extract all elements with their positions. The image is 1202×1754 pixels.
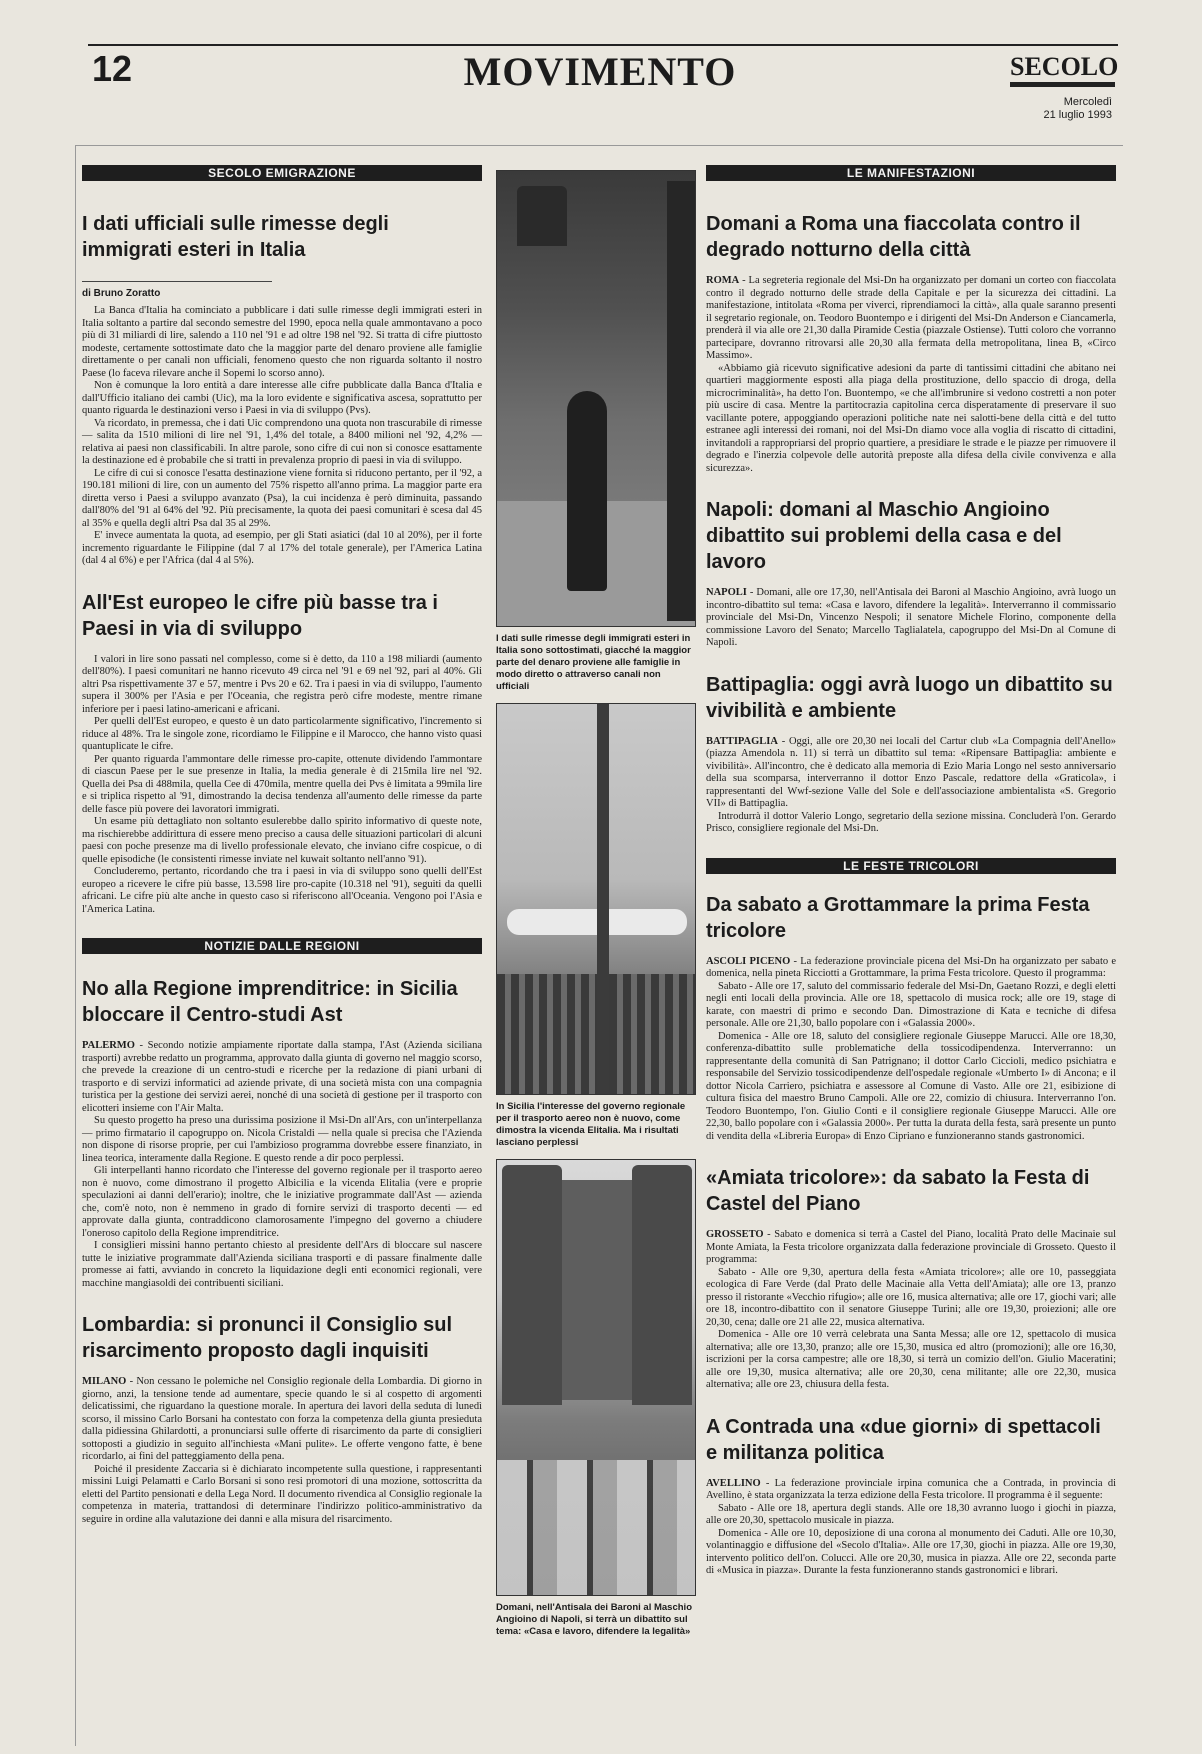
left-column [82, 165, 482, 1548]
paragraph: Un esame più dettagliato non soltanto esulerebbe dallo spirito informativo di queste note, ma rischierebbe addirittura di essere meno preciso a causa delle situazioni particolari di alcuni paesi con poche presenze ma di livello professionale elevato, che inviano cifre cospicue, o di quelle episodiche (le consistenti rimesse inviate nel kuwait soltanto nell'anno '91). [82, 816, 482, 865]
issue-day: Mercoledì [1063, 96, 1112, 108]
photo-detail [567, 391, 607, 591]
paragraph: Le cifre di cui si conosce l'esatta destinazione viene fornita si riducono pertanto, per il '92, a 190.181 milioni di lire, con un aumento del 75% rispetto all'anno prima. La maggior parte era diretta verso i Paesi a sviluppo avanzato (Psa), la cui incidenza è però diminuita, passando dall'80% del '91 al 64% del '92. Più precisamente, la quota dei paesi comunitari è scesa dal 45 al 35% e quella degli altri Psa dal 35 al 29%. [82, 467, 482, 529]
article-body [82, 1040, 482, 1290]
paragraph: Gli interpellanti hanno ricordato che l'interesse del governo regionale per il trasporto aereo non è nuovo, come dimostrano il progetto Albicilia e la vicenda Elitalia (vere e proprie speculazioni ai danni dell'erario); inoltre, che le iniziative programmate dall'Ast — azienda che, com'è noto, non è nemmeno in grado di fornire servizi di trasporto decenti — ed approvate dalla giunta, contraddicono clamorosamente l'impegno del governo a chiudere l'oneroso capitolo della Regione imprenditrice. [82, 1165, 482, 1239]
article-headline: Napoli: domani al Maschio Angioino dibattito sui problemi della casa e del lavoro [706, 499, 1062, 573]
paragraph: Poiché il presidente Zaccaria si è dichiarato incompetente sulla questione, i rappresentanti missini Luigi Pelamatti e Carlo Borsani si sono resi promotori di una mozione, sottoscritta da eletti del Partito pensionati e della Lega Nord. Il documento rivendica al Consiglio regionale la competenza in materia, trattandosi di determinare l'indirizzo politico-amministrativo da seguire in ordine alla valutazione dei danni e alla misura del risarcimento. [82, 1463, 482, 1525]
photo-caption: Domani, nell'Antisala dei Baroni al Maschio Angioino di Napoli, si terrà un dibattito sul tema: «Casa e lavoro, difendere la legalità» [496, 1602, 692, 1637]
dateline: NAPOLI [706, 587, 747, 598]
paragraph: Domenica - Alle ore 18, saluto del consigliere regionale Giuseppe Marucci. Alle ore 18,30, conferenza-dibattito sulle problematiche della tossicodipendenza. Interverranno: un rappresentante della comunità di San Patrignano; il dottor Carlo Ciccioli, medico psichiatra e responsabile del Servizio tossicodipendenze dell'ospedale regionale «Umberto I» di Ancona; e il dottor Nicola Carriero, psichiatra e assessore al Comune di Vasto. Alle ore 21, esibizione di cultura fisica del maestro Bruno Campoli. Alle ore 22, comizio di chiusura. Interverranno l'on. Teodoro Buontempo, l'on. Giulio Conti e il consigliere regionale Giuseppe Marucci. Alle ore 22,30, ballo popolare con i «Galassia 2000». Per tutta la durata della festa, sarà presente un punto di vendita della «Libreria Europa» di Enzo Cipriano e funzioneranno stands gastronomici. [706, 1030, 1116, 1142]
article-headline: Lombardia: si pronunci il Consiglio sul risarcimento proposto dagli inquisiti [82, 1314, 453, 1362]
article-byline: di Bruno Zoratto [82, 281, 272, 299]
section-bar-regioni: NOTIZIE DALLE REGIONI [82, 938, 482, 954]
issue-date [1000, 96, 1112, 122]
photo-maschio-angioino [496, 1159, 696, 1596]
photo-detail [632, 1165, 692, 1405]
article-headline: «Amiata tricolore»: da sabato la Festa di Castel del Piano [706, 1167, 1090, 1215]
article-headline: Battipaglia: oggi avrà luogo un dibattito su vivibilità e ambiente [706, 673, 1113, 722]
paragraph: Domenica - Alle ore 10 verrà celebrata una Santa Messa; alle ore 12, spettacolo di musica alternativa; alle ore 13,30, pranzo; alle ore 15,30, musica ed altro (promozioni); alle ore 16,30, iscrizioni per la corsa campestre; alle ore 18,30, si terrà un comizio dell'on. Giulio Maceratini; alle ore 19,30, musica alternativa; alle ore 20,30, cena militante; alle ore 22,30, musica alternativa; alle ore 23, chiusura della festa. [706, 1329, 1116, 1390]
paragraph: Su questo progetto ha preso una durissima posizione il Msi-Dn all'Ars, con un'interpellanza — primo firmatario il capogruppo on. Nicola Cristaldi — nella quale si precisa che l'Azienda non dispone di risorse proprie, per cui l'ambizioso programma dovrebbe essere finanziato, in linea teorica, interamente dalla Regione. E questo rende a dir poco perplessi. [82, 1115, 482, 1164]
paragraph: Sabato - Alle ore 9,30, apertura della festa «Amiata tricolore»; alle ore 10, passeggiata ecologica di Fare Verde (dal Prato delle Macinaie alla Vetta dell'Amiata); alle ore 13, pranzo presso il ristorante «Vecchio rifugio»; alle ore 16, musica alternativa; alle ore 17, giochi vari; alle ore 18, incontro-dibattito con il senatore Giuseppe Turini; alle ore 19,30, proiezioni; alle ore 20,30, cena; dalle ore 21 alle 22, musica alternativa. [706, 1266, 1116, 1328]
paragraph: I valori in lire sono passati nel complesso, come si è detto, da 110 a 198 miliardi (aumento dell'80%). I paesi comunitari ne hanno ricevuto 49 circa nel '91 e 69 nel '92, pari al 40%. Gli altri Psa rispettivamente 37 e 57, mentre i Pvs 20 e 62. Tra i paesi in via di sviluppo, l'aumento supera il 300% per l'Asia e per l'Oceania, che registra però cifre modeste, mentre rimane inferiore per i paesi latino-americani e africani. [82, 653, 482, 715]
paragraph-text: - La segreteria regionale del Msi-Dn ha organizzato per domani un corteo con fiaccolata contro il degrado notturno delle strade della Capitale e per la sicurezza dei cittadini. La manifestazione, intitolata «Roma per viverci, riprendiamoci la città», alla quale saranno presenti il segretario regionale, on. Teodoro Buontempo e i dirigenti del Msi-Dn Anderson e Ciancamerla, prenderà il via alle ore 21,30 dalla Piramide Cestia (piazzale Ostiense). Tutti coloro che vorranno partecipare, dovranno ritrovarsi alle 20,30 alla fermata della metropolitana, linea B, «Circo Massimo». [706, 275, 1116, 361]
paragraph: Per quanto riguarda l'ammontare delle rimesse pro-capite, ottenute dividendo l'ammontare di ciascun Paese per le sue presenze in Italia, la media generale è di 215mila lire nel '92. Quella dei Psa di 488mila, quella Cee di 470mila, mentre quella dei Pvs è limitata a 99mila lire e si triplica rispetto al '91, dimostrando la decisa tendenza all'aumento delle rimesse da parte delle fasce più povere dei lavoratori immigrati. [82, 753, 482, 815]
paragraph: Introdurrà il dottor Valerio Longo, segretario della sezione missina. Concluderà l'on. Gerardo Prisco, consigliere regionale del Msi-Dn. [706, 810, 1116, 834]
paragraph: E' invece aumentata la quota, ad esempio, per gli Stati asiatici (dal 10 al 20%), per il forte incremento riguardante le Filippine (dal 7 al 17% del totale generale), per l'America Latina (dal 4 al 6%) e per l'Africa (dal 4 al 5%). [82, 530, 482, 566]
dateline: BATTIPAGLIA [706, 735, 778, 747]
header-rule [88, 44, 1118, 46]
paragraph: Sabato - Alle ore 17, saluto del commissario federale del Msi-Dn, Gaetano Rozzi, e degli eletti negli enti locali della provincia. Alle ore 18, spettacolo di musica rock; alle ore 19, stage di karate, con maestri di primo e secondo Dan. Dimostrazione di Kata e tecniche di difesa personale. Alle ore 21,30, ballo popolare con i «Galassia 2000». [706, 980, 1116, 1029]
paragraph: Per quelli dell'Est europeo, e questo è un dato particolarmente significativo, l'incremento si riduce al 48%. Tra le singole zone, ricordiamo le Filippine e il Marocco, che hanno visto quasi quantuplicate le cifre. [82, 716, 482, 752]
paragraph: Domenica - Alle ore 10, deposizione di una corona al monumento dei Caduti. Alle ore 10,30, volantinaggio e diffusione del «Secolo d'Italia». Alle ore 17,30, giochi in piazza. Alle ore 19,30, intervento politico dell'on. Colucci. Alle ore 20,30, musica in piazza. Alle ore 22, seconda parte di «Musica in piazza». Durante la festa funzioneranno stands gastronomici e librari. [706, 1527, 1116, 1576]
photo-detail [502, 1165, 562, 1405]
photo-detail [667, 181, 695, 621]
page-number: 12 [92, 48, 133, 89]
dateline: ASCOLI PICENO [706, 955, 791, 967]
paragraph [706, 1478, 1116, 1503]
dateline: PALERMO [82, 1040, 135, 1051]
article-headline: A Contrada una «due giorni» di spettacoli e militanza politica [706, 1415, 1101, 1464]
article-headline: No alla Regione imprenditrice: in Sicilia bloccare il Centro-studi Ast [82, 978, 458, 1026]
paragraph-text: - La federazione provinciale irpina comunica che a Contrada, in provincia di Avellino, è stata organizzata la terza edizione della Festa tricolore. Il programma è il seguente: [706, 1477, 1116, 1501]
paragraph: I consiglieri missini hanno pertanto chiesto al presidente dell'Ars di bloccare sul nascere tutte le iniziative programmate dall'Azienda siciliana trasporti e di passare finalmente dalle promesse ai fatti, avviando in concreto la liquidazione degli enti economici regionali, vere macchine mangiasoldi dei contribuenti siciliani. [82, 1240, 482, 1289]
photo-street-scene [496, 170, 696, 627]
photo-caption: I dati sulle rimesse degli immigrati esteri in Italia sono sottostimati, giacché la maggior parte del denaro proviene alle famiglie in modo diretto o attraverso canali non ufficiali [496, 633, 691, 692]
article-body [82, 1376, 482, 1526]
paragraph-text: - La federazione provinciale picena del Msi-Dn ha organizzato per sabato e domenica, nella pineta Ricciotti a Grottammare, la prima Festa tricolore. Questo il programma: [706, 955, 1116, 979]
article-headline: All'Est europeo le cifre più basse tra i Paesi in via di sviluppo [82, 591, 438, 640]
photo-airport [496, 703, 696, 1095]
paragraph [82, 1040, 482, 1115]
article-body [706, 1478, 1116, 1578]
article-body [82, 654, 482, 917]
paragraph [706, 956, 1116, 981]
dateline: AVELLINO [706, 1477, 761, 1489]
article-body [706, 587, 1116, 650]
article-body [706, 1229, 1116, 1392]
paragraph: Sabato - Alle ore 18, apertura degli stands. Alle ore 18,30 avranno luogo i giochi in piazza, alle ore 20,30, spettacolo musicale in piazza. [706, 1502, 1116, 1526]
section-title: MOVIMENTO [463, 49, 737, 94]
section-bar-emigrazione: SECOLO EMIGRAZIONE [82, 165, 482, 181]
paragraph: Concluderemo, pertanto, ricordando che tra i paesi in via di sviluppo sono quelli dell'Est europeo a ricevere le cifre più basse, 13.598 lire pro-capite (10.318 nel '91), seguiti da quelli africani. Le cifre più alte anche in questo caso si riferiscono all'Oceania. Vengono poi l'Asia e l'America Latina. [82, 866, 482, 915]
article-body [706, 275, 1116, 475]
dateline: MILANO [82, 1376, 127, 1387]
article-headline: I dati ufficiali sulle rimesse degli immigrati esteri in Italia [82, 213, 389, 261]
middle-column [496, 170, 696, 1648]
photo-detail [597, 704, 609, 1094]
newspaper-logo: SECOLO [1010, 52, 1115, 87]
photo-detail [517, 186, 567, 246]
article-body [82, 305, 482, 568]
right-column [706, 165, 1116, 1600]
photo-detail [497, 974, 695, 1094]
section-bar-feste: LE FESTE TRICOLORI [706, 858, 1116, 874]
paragraph: Va ricordato, in premessa, che i dati Uic comprendono una quota non trascurabile di rimesse — salita da 1510 milioni di lire nel '91, 1,4% del totale, a 8400 milioni nel '92, 4,2% — relativa ai paesi non classificabili. In altre parole, sono cifre di cui non si conosce esattamente la destinazione ed è probabile che si tratti in prevalenza proprio di paesi in via di sviluppo. [82, 417, 482, 466]
paragraph-text: - Domani, alle ore 17,30, nell'Antisala dei Baroni al Maschio Angioino, avrà luogo un incontro-dibattito sul tema: «Casa e lavoro, difendere la legalità». Interverranno il commissario provinciale del Msi-Dn, Vincenzo Nespoli; il senatore Michele Florino, componente della commissione Lavoro del Senato; Marcello Taglialatela, capogruppo del Msi-Dn al Comune di Napoli. [706, 587, 1116, 648]
issue-date-value: 21 luglio 1993 [1043, 109, 1112, 121]
photo-detail [497, 1460, 695, 1595]
article-headline: Da sabato a Grottammare la prima Festa tricolore [706, 893, 1090, 942]
section-bar-manifestazioni: LE MANIFESTAZIONI [706, 165, 1116, 181]
paragraph: «Abbiamo già ricevuto significative adesioni da parte di tantissimi cittadini che abitano nei quartieri maggiormente esposti alla piaga della prostituzione, dello spaccio di droga, della microcriminalità», ha detto l'on. Buontempo, «e che all'imbrunire si vedono costretti a non poter più uscire di casa. Mentre la partitocrazia capitolina cerca disperatamente di preservare il suo vacillante potere, appoggiando operazioni politiche nate nei salotti-bene della città e del tutto estranee agli interessi dei romani, noi del Msi-Dn diamo voce alla voglia di riscatto di cittadini, invitandoli a rappropriarsi del proprio quartiere, a presidiare le strade e le piazze per rimuovere il degrado e l'inerzia colpevole delle autorità preposte alla difesa della civile convivenza e alla sicurezza». [706, 362, 1116, 474]
paragraph: Non è comunque la loro entità a dare interesse alle cifre pubblicate dalla Banca d'Italia e dall'Ufficio italiano dei cambi (Uic), ma la loro evidente e significativa ascesa, soprattutto per quanto riguarda le destinazioni verso i Paesi in via di sviluppo (Pvs). [82, 380, 482, 416]
paragraph-text: - Sabato e domenica si terrà a Castel del Piano, località Prato delle Macinaie sul Monte Amiata, la Festa tricolore organizzata dalla federazione provinciale di Grosseto. Questo il programma: [706, 1229, 1116, 1265]
paragraph [706, 587, 1116, 650]
paragraph: La Banca d'Italia ha cominciato a pubblicare i dati sulle rimesse degli immigrati esteri in Italia soltanto a partire dal secondo semestre del 1990, epoca nella quale ammontavano a poco più di 31 miliardi di lire, salendo a 110 nel '91 e ad oltre 198 nel '92. Si tratta di cifre piuttosto modeste, certamente sottostimate dato che la maggior parte del denaro proviene alle famiglie direttamente o per canali non ufficiali, fenomeno questo che non riguarda soltanto il nostro Paese (lo faceva rilevare anche il Sopemi lo scorso anno). [82, 305, 482, 379]
paragraph [706, 1229, 1116, 1267]
paragraph [706, 275, 1116, 363]
dateline: ROMA [706, 275, 740, 286]
photo-caption: In Sicilia l'interesse del governo regionale per il trasporto aereo non è nuovo, come dimostra la vicenda Elitalia. Ma i risultati lasciano perplessi [496, 1101, 686, 1148]
article-headline: Domani a Roma una fiaccolata contro il degrado notturno della città [706, 213, 1081, 261]
article-body [706, 956, 1116, 1144]
article-body [706, 736, 1116, 836]
dateline: GROSSETO [706, 1229, 764, 1240]
paragraph-text: - Oggi, alle ore 20,30 nei locali del Cartur club «La Compagnia dell'Anello» (piazza Amendola n. 11) si terrà un dibattito sul tema: «Ripensare Battipaglia: ambiente e vivibilità». All'incontro, che è dedicato alla memoria di Ezio Maria Longo nel sesto anniversario della sua scomparsa, interverranno il dottor Enzo Pascale, redattore della «Graticola», i rappresentanti del Wwf-sezione Valle del Sole e dell'associazione ambientalista «S. Gregorio VII» di Battipaglia. [706, 735, 1116, 809]
paragraph-text: - Non cessano le polemiche nel Consiglio regionale della Lombardia. Di giorno in giorno, anzi, la tensione tende ad aumentare, specie quando le si al cospetto di argomenti delicatissimi, che riguardano la questione morale. In apertura dei lavori della seduta di lunedì scorso, il missino Carlo Borsani ha contestato con forza la competenza della giunta presieduta dalla pidiessina Ghilardotti, a pronunciarsi sulle offerte di risarcimento da parte di consiglieri sottoposti a giudizio in seguito all'inchiesta «Mani pulite». Le offerte vengono fatte, è bene ricordarlo, ai fini del patteggiamento della pena. [82, 1376, 482, 1462]
paragraph-text: - Secondo notizie ampiamente riportate dalla stampa, l'Ast (Azienda siciliana trasporti) avrebbe redatto un programma, approvato dalla giunta di governo nel maggio scorso, che prevede la creazione di un centro-studi e ricerche per la redazione di piani urbani di trasporto e di servizi informatici ad aziende private, di una società mista con una compagnia turistica per la gestione dei servizi aerei, nonché di una società di gestione per il trasporto con elicotteri insieme con l'Air Malta. [82, 1040, 482, 1114]
paragraph [82, 1376, 482, 1464]
paragraph [706, 736, 1116, 811]
